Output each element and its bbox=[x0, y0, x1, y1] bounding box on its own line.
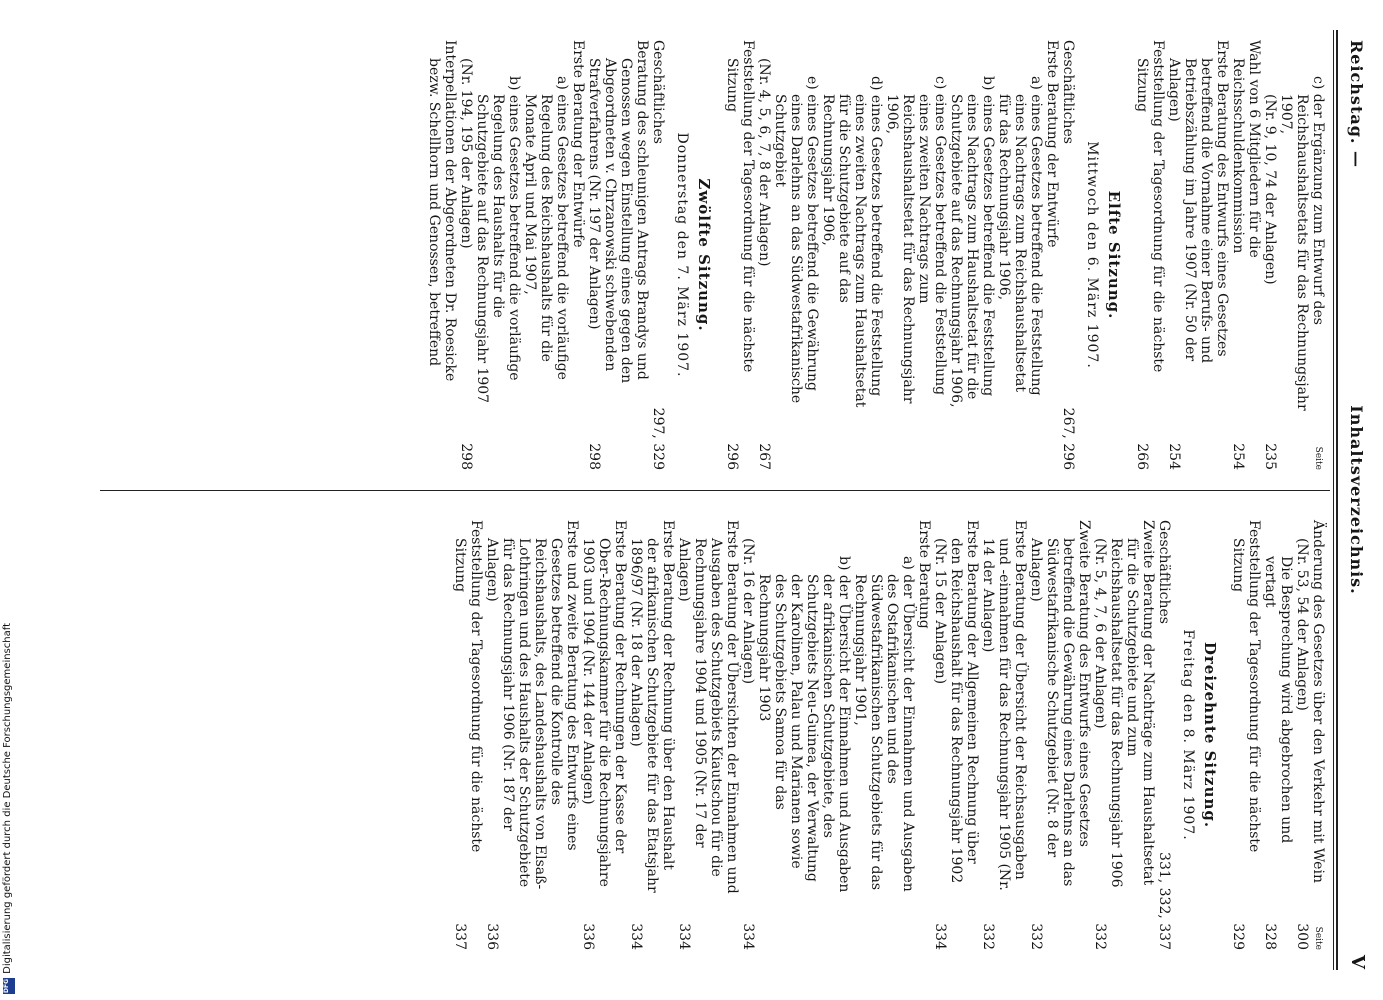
toc-entry: Änderung des Gesetzes über den Verkehr mit Wein (Nr. 53, 54 der Anlagen) 300 bbox=[1294, 520, 1326, 950]
toc-entry: d) eines Gesetzes betreffend die Feststellung eines zweiten Nachtrags zum Haushaltsetat für die Schutzgebiete auf das Rechnungsjahr 1906, bbox=[820, 76, 884, 408]
page-header bbox=[1344, 30, 1374, 970]
digitization-credit: Digitalisierung gefördert durch die Deutsche Forschungsgemeinschaft bbox=[2, 623, 13, 974]
toc-entry: (Nr. 16 der Anlagen) 334 bbox=[740, 538, 756, 950]
column-divider bbox=[100, 490, 1330, 491]
toc-entry: Erste Beratung des Entwurfs eines Gesetzes betreffend die Vornahme einer Berufs- und Betriebszählung im Jahre 1907 (Nr. 50 der Anlagen) 254 bbox=[1166, 40, 1230, 470]
toc-entry: Die Besprechung wird abgebrochen und vertagt 328 bbox=[1262, 556, 1294, 950]
session-heading: Zwölfte Sitzung. bbox=[695, 178, 713, 332]
session-date: Mittwoch den 6. März 1907. bbox=[1084, 141, 1100, 369]
toc-entry: Interpellationen der Abgeordneten Dr. Roesicke bezw. Schellhorn und Genossen, betreffend bbox=[426, 40, 458, 382]
session-heading: Dreizehnte Sitzung. bbox=[1201, 641, 1219, 829]
toc-entry: Erste und zweite Beratung des Entwurfs eines Gesetzes betreffend die Kontrolle des Reichshaushalts, des Landeshaushalts von Elsaß-Lothringen und des Haushalts der Schutzgebiete für das Rechnungsjahr 1906 (Nr. 187 der Anlagen) 336 bbox=[484, 520, 580, 950]
toc-entry: (Nr. 9, 10, 74 der Anlagen) 235 bbox=[1262, 94, 1278, 470]
toc-entry: Feststellung der Tagesordnung für die nächste Sitzung 296 bbox=[724, 40, 756, 470]
toc-entry: e) eines Gesetzes betreffend die Gewährung eines Darlehns an das Südwestafrikanische Schutzgebiet bbox=[772, 76, 820, 404]
toc-entry: Erste Beratung der Übersichten der Einnahmen und Ausgaben des Schutzgebiets Kiautschou für die Rechnungsjahre 1904 und 1905 (Nr. 17 der Anlagen) 334 bbox=[676, 520, 740, 950]
header-left: Reichstag. — bbox=[1347, 40, 1366, 169]
toc-entry: Erste Beratung der Entwürfe bbox=[570, 40, 586, 248]
toc-entry: (Nr. 4, 5, 6, 7, 8 der Anlagen) 267 bbox=[756, 58, 772, 470]
toc-entry: Geschäftliches 267, 296 bbox=[1060, 40, 1076, 470]
toc-entry: Zweite Beratung des Entwurfs eines Gesetzes betreffend die Gewährung eines Darlehns an das Südwestafrikanische Schutzgebiet (Nr. 8 der Anlagen) 332 bbox=[1028, 520, 1092, 950]
toc-entry: Zweite Beratung der Nachträge zum Haushaltsetat für die Schutzgebiete und zum Reichshaushaltsetat für das Rechnungsjahr 1906 (Nr. 5, 4, 7, 6 der Anlagen) 332 bbox=[1092, 520, 1156, 950]
toc-entry: c) der Ergänzung zum Entwurf des Reichshaushaltsetats für das Rechnungsjahr 1907, bbox=[1278, 76, 1326, 411]
seite-label: Seite bbox=[1313, 446, 1323, 470]
toc-entry: Wahl von 6 Mitgliedern für die Reichsschuldenkommission 254 bbox=[1230, 40, 1262, 470]
toc-entry: a) eines Gesetzes betreffend die Feststellung eines Nachtrags zum Reichshaushaltsetat für das Rechnungsjahr 1906, bbox=[996, 76, 1044, 396]
toc-entry: b) eines Gesetzes betreffend die vorläufige Regelung des Haushalts für die Schutzgebiete auf das Rechnungsjahr 1907 bbox=[474, 76, 522, 404]
toc-entry: Feststellung der Tagesordnung für die nächste Sitzung 266 bbox=[1134, 40, 1166, 470]
toc-entry: (Nr. 194, 195 der Anlagen) 298 bbox=[458, 58, 474, 470]
toc-entry: Erste Beratung der Rechnungen der Kasse der Ober-Rechnungskammer für die Rechnungsjahre 1903 und 1904 (Nr. 144 der Anlagen) 336 bbox=[580, 520, 628, 950]
toc-entry: c) eines Gesetzes betreffend die Feststellung eines zweiten Nachtrags zum Reichshaushaltsetat für das Rechnungsjahr 1906, bbox=[884, 76, 948, 404]
toc-entry: Feststellung der Tagesordnung für die nächste Sitzung 329 bbox=[1230, 520, 1262, 950]
toc-entry: a) der Übersicht der Einnahmen und Ausgaben des Ostafrikanischen und des Südwestafrikanischen Schutzgebiets für das Rechnungsjahr 1901, bbox=[852, 556, 916, 892]
header-title: Inhaltsverzeichnis. bbox=[1347, 405, 1366, 595]
left-column bbox=[426, 40, 1326, 470]
page-number: V bbox=[1347, 955, 1368, 970]
toc-entry: Erste Beratung der Entwürfe bbox=[1044, 40, 1060, 248]
toc-entry: a) eines Gesetzes betreffend die vorläufige Regelung des Reichshaushalts für die Monate April und Mai 1907, bbox=[522, 76, 570, 380]
toc-entry: Erste Beratung der Rechnung über den Haushalt der afrikanischen Schutzgebiete für das Etatsjahr 1896/97 (Nr. 18 der Anlagen) 334 bbox=[628, 520, 676, 950]
toc-entry: Beratung des schleunigen Antrags Brandys und Genossen wegen Einstellung eines gegen den Abgeordneten v. Chrzanowski schwebenden Strafverfahrens (Nr. 197 der Anlagen) 298 bbox=[586, 40, 650, 470]
toc-entry: Erste Beratung bbox=[916, 520, 932, 629]
toc-entry: Erste Beratung der Allgemeinen Rechnung über den Reichshaushalt für das Rechnungsjahr 1902 (Nr. 15 der Anlagen) 334 bbox=[932, 520, 980, 950]
header-rule bbox=[1336, 30, 1338, 970]
header-rule-thin bbox=[1333, 30, 1334, 970]
session-date: Freitag den 8. März 1907. bbox=[1180, 629, 1196, 841]
session-heading: Elfte Sitzung. bbox=[1105, 190, 1123, 320]
toc-entry: Geschäftliches 297, 329 bbox=[650, 40, 666, 470]
rotated-page bbox=[40, 0, 1380, 1000]
toc-entry: b) der Übersicht der Einnahmen und Ausgaben der afrikanischen Schutzgebiete, des Schutzgebiets Neu-Guinea, der Verwaltung der Karolinen, Palau und Marianen sowie des Schutzgebiets Samoa für das Rechnungsjahr 1903 bbox=[756, 556, 852, 893]
session-date: Donnerstag den 7. März 1907. bbox=[674, 132, 690, 378]
toc-entry: Geschäftliches 331, 332, 337 bbox=[1156, 520, 1172, 950]
toc-entry: Erste Beratung der Übersicht der Reichsausgaben und -einnahmen für das Rechnungsjahr 1905 (Nr. 14 der Anlagen) 332 bbox=[980, 520, 1028, 950]
toc-entry: b) eines Gesetzes betreffend die Feststellung eines Nachtrags zum Haushaltsetat für die Schutzgebiete auf das Rechnungsjahr 1906, bbox=[948, 76, 996, 408]
dfg-logo: DFG bbox=[3, 978, 15, 994]
seite-label: Seite bbox=[1313, 926, 1323, 950]
right-column bbox=[452, 520, 1326, 950]
toc-entry: Feststellung der Tagesordnung für die nächste Sitzung 337 bbox=[452, 520, 484, 950]
